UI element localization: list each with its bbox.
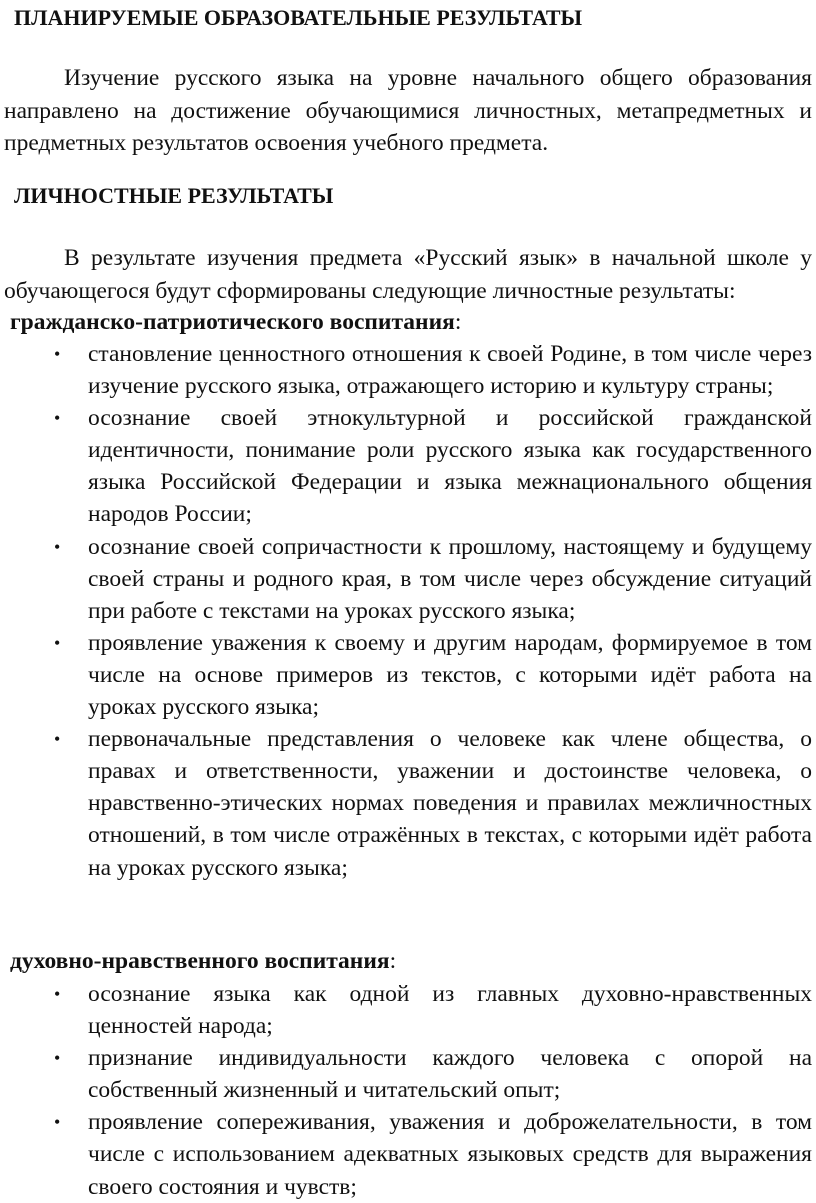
list-item-text: осознание своей этнокультурной и российской гражданской идентичности, понимание роли русского языка как государственного языка Российской Федерации и языка межнационального общения народов России; [88,405,812,528]
bullet-icon: • [54,536,61,557]
list-item [0,627,816,723]
bullet-icon: • [54,408,61,429]
bullet-icon: • [54,729,61,750]
list-item [0,338,816,402]
bullet-icon: • [54,1112,61,1133]
intro-paragraph: Изучение русского языка на уровне начального общего образования направлено на достижение обучающимися личностных, метапредметных и предметных результатов освоения учебного предмета. [4,65,812,157]
subsection-civic-colon: : [454,309,462,335]
list-item-text: первоначальные представления о человеке как члене общества, о правах и ответственности, уважении и достоинстве человека, о нравственно-этических нормах поведения и правилах межличностных отношений, в том числе отражённых в текстах, с которыми идёт работа на уроках русского языка; [88,726,812,881]
section-heading-personal: ЛИЧНОСТНЫЕ РЕЗУЛЬТАТЫ [14,183,334,208]
list-item-text: становление ценностного отношения к своей Родине, в том числе через изучение русского языка, отражающего историю и культуру страны; [88,341,812,400]
bullet-icon: • [54,984,61,1004]
list-item-text: осознание своей сопричастности к прошлому, настоящему и будущему своей страны и родного края, в том числе через обсуждение ситуаций при работе с текстами на уроках русского языка; [88,533,812,624]
list-item [0,531,816,627]
list-item [0,1042,816,1106]
moral-list [0,978,816,1203]
subsection-civic [10,306,461,339]
bullet-icon: • [54,632,61,653]
personal-lead-paragraph: В результате изучения предмета «Русский язык» в начальной школе у обучающегося будут сформированы следующие личностные результаты: [4,245,812,304]
page-title: ПЛАНИРУЕМЫЕ ОБРАЗОВАТЕЛЬНЫЕ РЕЗУЛЬТАТЫ [14,5,583,30]
list-item-text: проявление сопереживания, уважения и доброжелательности, в том числе с использованием адекватных языковых средств для выражения своего состояния и чувств; [88,1109,812,1200]
list-item-text: проявление уважения к своему и другим народам, формируемое в том числе на основе примеров из текстов, с которыми идёт работа на уроках русского языка; [88,629,812,721]
list-item [0,1106,816,1202]
subsection-civic-label: гражданско-патриотического воспитания [10,309,455,335]
civic-list [0,338,816,884]
list-item [0,402,816,530]
list-item [0,978,816,1042]
subsection-moral-label: духовно-нравственного воспитания [10,948,390,974]
list-item [0,723,816,883]
bullet-icon: • [54,1048,61,1069]
list-item-text: признание индивидуальности каждого человека с опорой на собственный жизненный и читательский опыт; [88,1045,812,1104]
subsection-moral [10,945,396,978]
bullet-icon: • [54,344,61,364]
list-item-text: осознание языка как одной из главных духовно-нравственных ценностей народа; [88,981,812,1040]
subsection-moral-colon: : [389,948,397,974]
